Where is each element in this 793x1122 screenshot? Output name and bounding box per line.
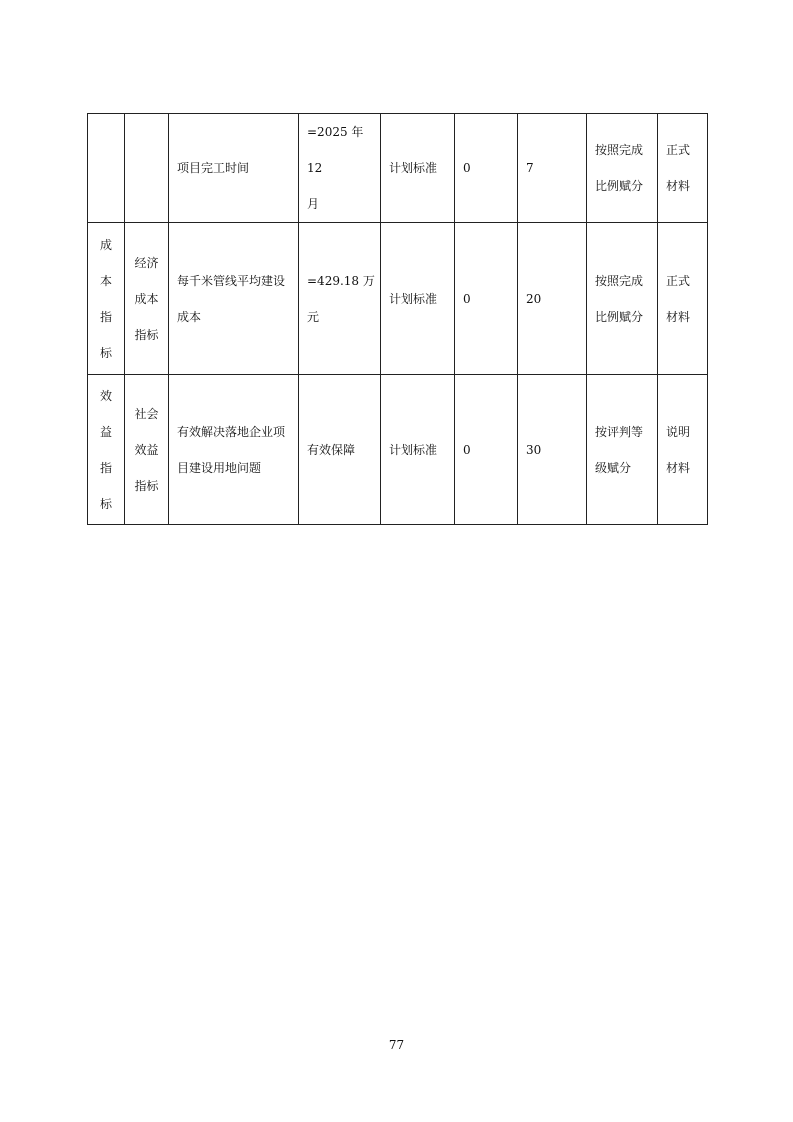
- min-value-cell: 0: [455, 114, 518, 223]
- scoring-method-cell: 按评判等 级赋分: [587, 375, 658, 525]
- target-cell: =429.18 万元: [299, 223, 381, 375]
- standard-cell: 计划标准: [381, 114, 455, 223]
- standard-cell: 计划标准: [381, 375, 455, 525]
- category-cell: [88, 114, 125, 223]
- target-cell: 有效保障: [299, 375, 381, 525]
- scoring-method-cell: 按照完成 比例赋分: [587, 114, 658, 223]
- page-number: 77: [388, 1038, 405, 1052]
- min-value-cell: 0: [455, 223, 518, 375]
- standard-cell: 计划标准: [381, 223, 455, 375]
- indicator-cell: 每千米管线平均建设 成本: [169, 223, 299, 375]
- evidence-cell: 说明 材料: [658, 375, 708, 525]
- table-row: [88, 114, 708, 223]
- table-row: [88, 375, 708, 525]
- subcategory-cell: 经济 成本 指标: [125, 223, 169, 375]
- score-cell: 20: [518, 223, 587, 375]
- score-cell: 7: [518, 114, 587, 223]
- evidence-cell: 正式 材料: [658, 223, 708, 375]
- min-value-cell: 0: [455, 375, 518, 525]
- subcategory-cell: [125, 114, 169, 223]
- indicator-cell: 有效解决落地企业项 目建设用地问题: [169, 375, 299, 525]
- score-cell: 30: [518, 375, 587, 525]
- category-cell: 成 本 指 标: [88, 223, 125, 375]
- evidence-cell: 正式 材料: [658, 114, 708, 223]
- scoring-method-cell: 按照完成 比例赋分: [587, 223, 658, 375]
- performance-indicator-table: [87, 113, 708, 525]
- table-row: [88, 223, 708, 375]
- target-cell: =2025 年 12 月: [299, 114, 381, 223]
- category-cell: 效 益 指 标: [88, 375, 125, 525]
- subcategory-cell: 社会 效益 指标: [125, 375, 169, 525]
- indicator-cell: 项目完工时间: [169, 114, 299, 223]
